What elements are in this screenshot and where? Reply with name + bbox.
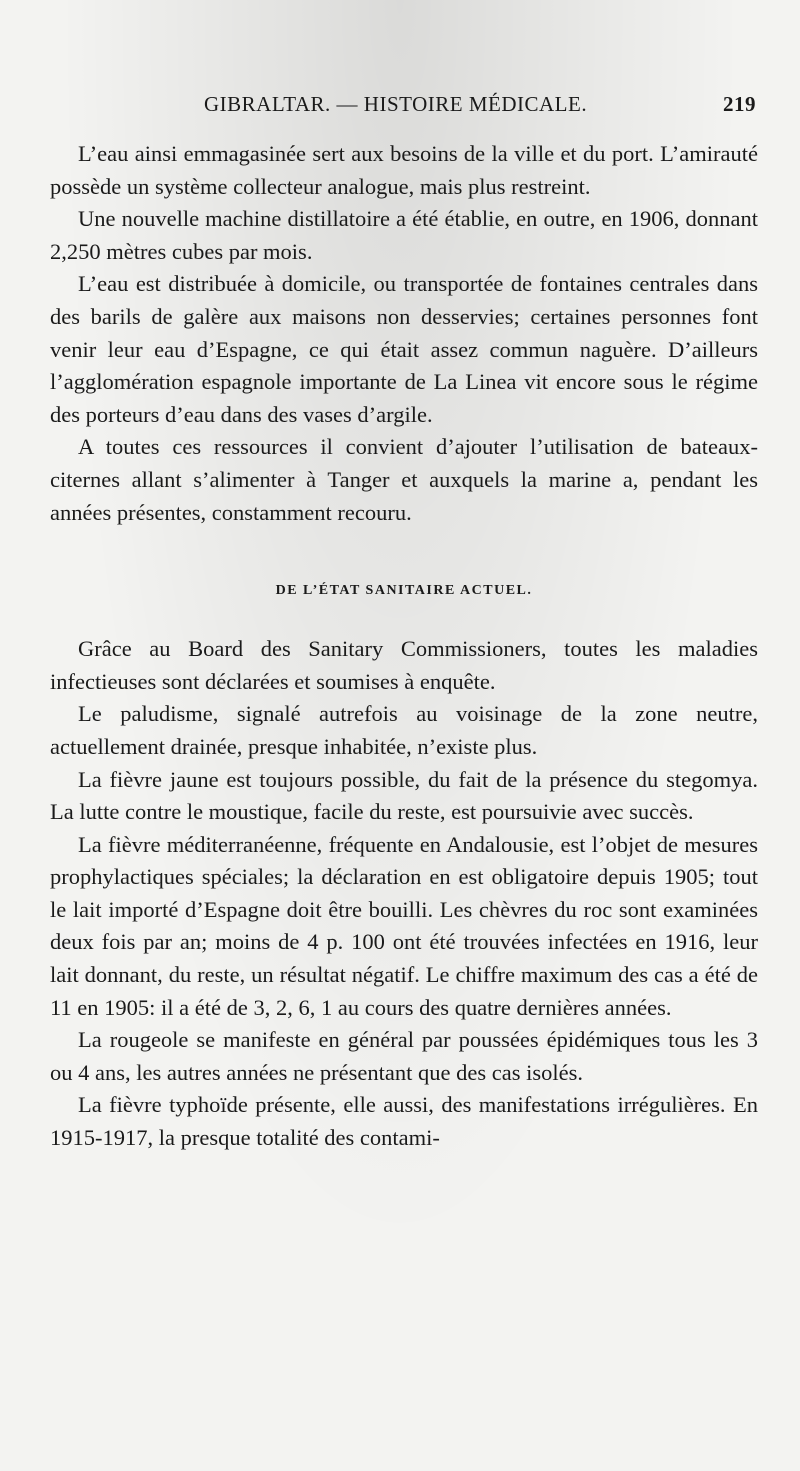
paragraph: L’eau ainsi emmagasinée sert aux besoins de la ville et du port. L’amirauté possède un système collecteur analogue, mais plus restreint. bbox=[50, 141, 758, 199]
running-title: GIBRALTAR. — HISTOIRE MÉDICALE. bbox=[204, 92, 588, 116]
paragraph: Grâce au Board des Sanitary Commissioners, toutes les maladies infectieuses sont déclarées et soumises à enquête. bbox=[50, 636, 758, 694]
paragraph: La fièvre typhoïde présente, elle aussi, des manifestations irrégulières. En 1915-1917, la presque totalité des contami- bbox=[50, 1092, 758, 1151]
page-number: 219 bbox=[723, 92, 756, 116]
paragraph: La fièvre méditerranéenne, fréquente en Andalousie, est l’objet de mesures prophylactiques spéciales; la déclaration en est obligatoire depuis 1905; tout le lait importé d’Espagne doit être bouilli. Les chèvres du roc sont examinées deux fois par an; moins de 4 p. 100 ont été trouvées infectées en 1916, leur lait donnant, du reste, un résultat négatif. Le chiffre maximum des cas a été de 11 en 1905: il a été de 3, 2, 6, 1 au cours des quatre dernières années. bbox=[50, 831, 758, 1020]
section-heading: DE L’ÉTAT SANITAIRE ACTUEL. bbox=[275, 583, 533, 599]
paragraph: Une nouvelle machine distillatoire a été établie, en outre, en 1906, donnant 2,250 mètres cubes par mois. bbox=[50, 206, 758, 264]
paragraph: A toutes ces ressources il convient d’ajouter l’utilisation de bateaux-citernes allant s’alimenter à Tanger et auxquels la marine a, pendant les années présentes, constamment recouru. bbox=[50, 434, 758, 525]
paragraph: La fièvre jaune est toujours possible, du fait de la présence du stegomya. La lutte contre le moustique, facile du reste, est poursuivie avec succès. bbox=[50, 766, 758, 825]
body-text bbox=[50, 138, 758, 1155]
paragraph: Le paludisme, signalé autrefois au voisinage de la zone neutre, actuellement drainée, presque inhabitée, n’existe plus. bbox=[50, 701, 758, 759]
paragraph: La rougeole se manifeste en général par poussées épidémiques tous les 3 ou 4 ans, les autres années ne présentant que des cas isolés. bbox=[50, 1027, 758, 1085]
running-head bbox=[52, 92, 756, 128]
paragraph: L’eau est distribuée à domicile, ou transportée de fontaines centrales dans des barils de galère aux maisons non desservies; certaines personnes font venir leur eau d’Espagne, ce qui était assez commun naguère. D’ailleurs l’agglomération espagnole importante de La Linea vit encore sous le régime des porteurs d’eau dans des vases d’argile. bbox=[50, 271, 758, 427]
